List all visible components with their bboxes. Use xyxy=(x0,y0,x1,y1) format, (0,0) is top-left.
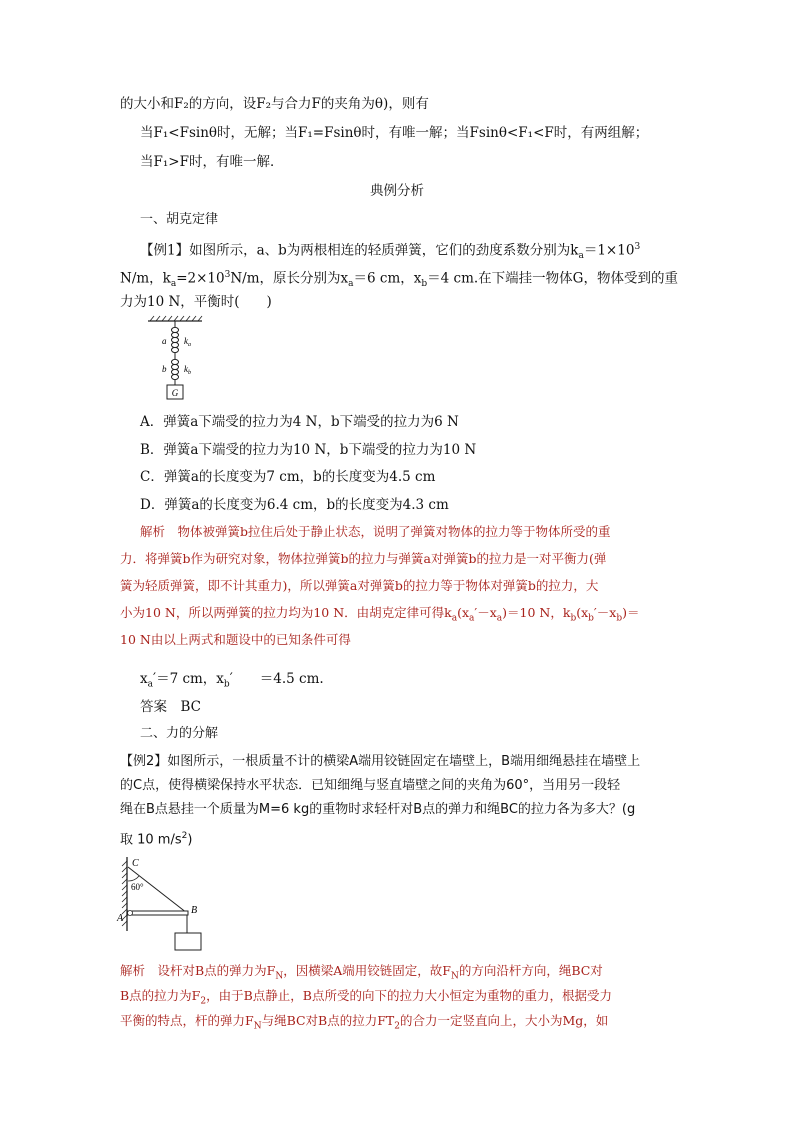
angle-arc xyxy=(128,876,139,881)
section-title: 典例分析 xyxy=(370,183,424,199)
angle-label: 60° xyxy=(131,882,144,892)
spring-a xyxy=(172,321,179,359)
analysis1-line-5: 10 N由以上两式和题设中的已知条件可得 xyxy=(120,632,351,647)
answer-line: 答案 BC xyxy=(140,699,202,715)
option-b: B．弹簧a下端受的拉力为10 N，b下端受的拉力为10 N xyxy=(140,442,477,458)
example2-line-4: 取 10 $m/s^2$) xyxy=(120,831,193,848)
spring-b-label: b xyxy=(162,364,167,374)
spring-b-k-label: $k_b$ xyxy=(184,364,191,376)
part1-heading: 一、胡克定律 xyxy=(140,212,219,227)
beam-ab xyxy=(128,911,188,915)
spring-b xyxy=(172,359,179,385)
option-d: D．弹簧a的长度变为6.4 cm，b的长度变为4.3 cm xyxy=(140,497,449,513)
result-line: $x_a'=7$ cm，$x_b'$ ＝4.5 cm. xyxy=(140,671,324,690)
example1-line-3: 力为10 N，平衡时( ) xyxy=(120,294,272,310)
analysis1-line-1: 解析 物体被弹簧b拉住后处于静止状态，说明了弹簧对物体的拉力等于物体所受的重 xyxy=(140,524,611,539)
spring-a-label: a xyxy=(162,336,167,346)
analysis1-line-3: 簧为轻质弹簧，即不计其重力)，所以弹簧a对弹簧b的拉力等于物体对弹簧b的拉力，大 xyxy=(120,578,599,593)
weight-label: G xyxy=(171,388,179,398)
example2-line-2: 的C点，使得横梁保持水平状态．已知细绳与竖直墙壁之间的夹角为60°，当用另一段轻 xyxy=(120,778,621,793)
point-b-label: B xyxy=(191,905,198,916)
option-a: A．弹簧a下端受的拉力为4 N，b下端受的拉力为6 N xyxy=(140,414,459,430)
option-c: C．弹簧a的长度变为7 cm，b的长度变为4.5 cm xyxy=(140,469,436,485)
example1-line-1: 【例1】如图所示，a、b为两根相连的轻质弹簧，它们的劲度系数分别为$k_a=1\times 10^3$ xyxy=(140,242,641,262)
example2-line-3: 绳在B点悬挂一个质量为M=6 kg的重物时求轻杆对B点的弹力和绳BC的拉力各为多大？(g xyxy=(120,802,636,817)
intro-line-2: 当F₁<Fsinθ时，无解；当F₁=Fsinθ时，有唯一解；当Fsinθ<F₁<F时，有两组解； xyxy=(140,125,649,141)
part2-heading: 二、力的分解 xyxy=(140,726,219,741)
analysis1-line-2: 力．将弹簧b作为研究对象，物体拉弹簧b的拉力与弹簧a对弹簧b的拉力是一对平衡力(弹 xyxy=(120,551,607,566)
analysis2-line-3: 平衡的特点，杆的弹力$F_N$与绳BC对B点的拉力$FT_2$的合力一定竖直向上，大小为Mg，如 xyxy=(120,1013,609,1032)
analysis2-line-1: 解析 设杆对B点的弹力为$F_N$，因横梁A端用铰链固定，故$F_N$的方向沿杆方向，绳BC对 xyxy=(120,963,603,982)
intro-line-3: 当F₁>F时，有唯一解． xyxy=(140,154,284,170)
hinge-a xyxy=(128,911,133,916)
intro-line-1: 的大小和F₂的方向，设F₂与合力F的夹角为θ)，则有 xyxy=(120,96,429,112)
ceiling-hatch xyxy=(148,316,202,321)
example1-line-2: N/m，$k_a=2\times 10^3N/m$，原长分别为$x_a=6$ cm，$x_b=4$ cm.在下端挂一物体G，物体受到的重 xyxy=(120,270,678,290)
example2-line-1: 【例2】如图所示，一根质量不计的横梁A端用铰链固定在墙壁上，B端用细绳悬挂在墙壁上 xyxy=(120,754,641,769)
spring-a-k-label: $k_a$ xyxy=(184,336,191,348)
point-c-label: C xyxy=(132,858,139,869)
hanging-weight xyxy=(175,933,201,950)
beam-figure xyxy=(115,855,215,955)
spring-figure xyxy=(140,315,220,407)
analysis1-line-4: 小为10 N，所以两弹簧的拉力均为10 N．由胡克定律可得$k_a(x_a'-x_a)=10$ N，$k_b(x_b'-x_b)=$ xyxy=(120,605,640,624)
analysis2-line-2: B点的拉力为$F_2$，由于B点静止，B点所受的向下的拉力大小恒定为重物的重力，根据受力 xyxy=(120,988,612,1007)
point-a-label: A xyxy=(117,913,124,924)
